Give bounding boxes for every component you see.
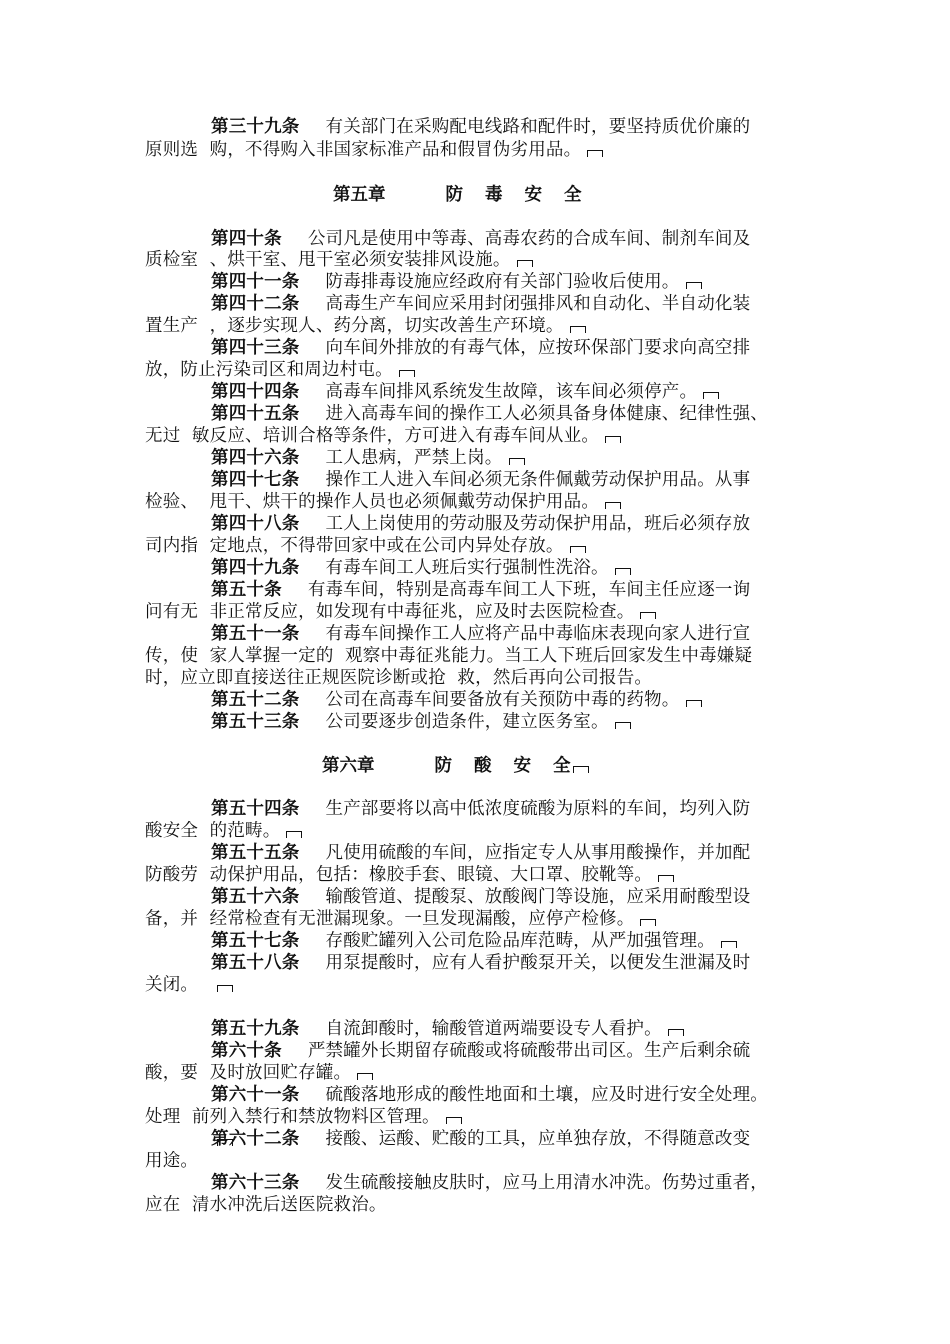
article-number: 第四十二条 [211, 294, 300, 314]
paragraph-mark-icon [509, 458, 525, 465]
article-text: 防毒排毒设施应经政府有关部门验收后使用。 [325, 272, 680, 292]
paragraph-mark-icon [615, 568, 631, 575]
article-number: 第五十三条 [211, 712, 300, 732]
article-text: 用泵提酸时，应有人看护酸泵开关，以便发生泄漏及时 [325, 953, 751, 973]
continuation-line [145, 601, 810, 623]
continuation-line [145, 491, 810, 513]
continuation-line [145, 908, 810, 930]
continuation-line [145, 139, 810, 161]
article-line [211, 1172, 811, 1194]
article-line [211, 623, 811, 645]
article-text: 传，使 家人掌握一定的 观察中毒征兆能力。当工人下班后回家发生中毒嫌疑 [145, 646, 753, 666]
article-line [211, 1040, 811, 1062]
article-line [211, 952, 811, 974]
article-line [211, 513, 811, 535]
article-line [211, 842, 811, 864]
continuation-line [145, 535, 810, 557]
article-number: 第五十五条 [211, 843, 300, 863]
article-number: 第五十一条 [211, 624, 300, 644]
paragraph-mark-icon [399, 370, 415, 377]
article-text: 处理 前列入禁行和禁放物料区管理。 [145, 1107, 440, 1127]
continuation-line [145, 667, 810, 689]
article-number: 第六十一条 [211, 1085, 300, 1105]
article-line [211, 557, 811, 579]
continuation-line [145, 359, 810, 381]
article-line [211, 337, 811, 359]
article-number: 第四十七条 [211, 470, 300, 490]
article-text: 有毒车间，特别是高毒车间工人下班，车间主任应逐一询 [307, 580, 751, 600]
article-number: 第六十二条 [211, 1129, 300, 1149]
article-line [211, 689, 811, 711]
article-line [211, 293, 811, 315]
article-text: 公司凡是使用中等毒、高毒农药的合成车间、制剂车间及 [307, 229, 751, 249]
chapter-title: 防毒安全 [445, 185, 604, 205]
chapter-title: 防酸安全 [434, 756, 593, 776]
chapter-number: 第六章 [322, 756, 375, 776]
article-line [211, 798, 811, 820]
article-text: 时，应立即直接送往正规医院诊断或抢 救，然后再向公司报告。 [145, 668, 653, 688]
article-text: 进入高毒车间的操作工人必须具备身体健康、纪律性强、 [325, 404, 768, 424]
paragraph-mark-icon [570, 326, 586, 333]
article-number: 第五十九条 [211, 1019, 300, 1039]
article-line [211, 403, 811, 425]
article-number: 第三十九条 [211, 117, 300, 137]
article-number: 第五十四条 [211, 799, 300, 819]
continuation-line [145, 249, 810, 271]
article-line [211, 1018, 811, 1040]
chapter-number: 第五章 [333, 185, 386, 205]
article-line [211, 886, 811, 908]
article-line [211, 711, 811, 733]
article-text: 备，并 经常检查有无泄漏现象。一旦发现漏酸，应停产检修。 [145, 909, 635, 929]
article-text: 工人上岗使用的劳动服及劳动保护用品，班后必须存放 [325, 514, 751, 534]
article-line [211, 930, 811, 952]
continuation-line [145, 864, 810, 886]
paragraph-mark-icon [587, 150, 603, 157]
article-text: 用途。 [145, 1151, 199, 1171]
paragraph-mark-icon [286, 831, 302, 838]
article-text: 工人患病，严禁上岗。 [325, 448, 503, 468]
article-number: 第四十一条 [211, 272, 300, 292]
article-number: 第四十三条 [211, 338, 300, 358]
article-text: 存酸贮罐列入公司危险品库范畴，从严加强管理。 [325, 931, 715, 951]
paragraph-mark-icon [686, 282, 702, 289]
article-text: 应在 清水冲洗后送医院救治。 [145, 1195, 387, 1215]
article-number: 第五十六条 [211, 887, 300, 907]
article-number: 第六十三条 [211, 1173, 300, 1193]
paragraph-mark-icon [605, 502, 621, 509]
article-text: 严禁罐外长期留存硫酸或将硫酸带出司区。生产后剩余硫 [307, 1041, 751, 1061]
article-text: 自流卸酸时，输酸管道两端要设专人看护。 [325, 1019, 662, 1039]
article-line [211, 381, 811, 403]
paragraph-mark-icon [640, 612, 656, 619]
paragraph-mark-icon [573, 766, 589, 773]
article-text: 公司要逐步创造条件，建立医务室。 [325, 712, 609, 732]
article-number: 第四十条 [211, 229, 282, 249]
continuation-line [145, 315, 810, 337]
continuation-line [145, 1194, 810, 1216]
article-text: 质检室 、烘干室、甩干室必须安装排风设施。 [145, 250, 511, 270]
article-text: 检验、 甩干、烘干的操作人员也必须佩戴劳动保护用品。 [145, 492, 600, 512]
continuation-line [145, 1150, 810, 1172]
paragraph-mark-icon [217, 1139, 233, 1146]
continuation-line [145, 425, 810, 447]
article-text: 操作工人进入车间必须无条件佩戴劳动保护用品。从事 [325, 470, 751, 490]
article-text: 输酸管道、提酸泵、放酸阀门等设施，应采用耐酸型设 [325, 887, 751, 907]
article-text: 放，防止污染司区和周边村屯。 [145, 360, 393, 380]
article-number: 第五十二条 [211, 690, 300, 710]
article-line [211, 228, 811, 250]
paragraph-mark-icon [686, 700, 702, 707]
article-text: 关闭。 [145, 975, 199, 995]
article-number: 第四十六条 [211, 448, 300, 468]
paragraph-mark-icon [570, 546, 586, 553]
article-text: 司内指 定地点，不得带回家中或在公司内异处存放。 [145, 536, 564, 556]
paragraph-mark-icon [721, 941, 737, 948]
paragraph-mark-icon [605, 436, 621, 443]
article-line [211, 469, 811, 491]
article-text: 有毒车间工人班后实行强制性洗浴。 [325, 558, 609, 578]
paragraph-mark-icon [357, 1073, 373, 1080]
continuation-line [145, 1062, 810, 1084]
article-number: 第五十条 [211, 580, 282, 600]
article-number: 第五十八条 [211, 953, 300, 973]
paragraph-mark-icon [446, 1117, 462, 1124]
paragraph-mark-icon [640, 919, 656, 926]
article-text: 酸，要 及时放回贮存罐。 [145, 1063, 352, 1083]
article-text: 发生硫酸接触皮肤时，应马上用清水冲洗。伤势过重者， [325, 1173, 768, 1193]
chapter-heading [333, 181, 604, 206]
paragraph-mark-icon [668, 1029, 684, 1036]
continuation-line [145, 820, 810, 842]
article-line [211, 579, 811, 601]
article-number: 第六十条 [211, 1041, 282, 1061]
article-number: 第四十八条 [211, 514, 300, 534]
article-number: 第四十五条 [211, 404, 300, 424]
article-line [211, 271, 811, 293]
chapter-heading [322, 752, 593, 777]
paragraph-mark-icon [658, 875, 674, 882]
article-text: 高毒车间排风系统发生故障，该车间必须停产。 [325, 382, 698, 402]
continuation-line [211, 974, 876, 996]
article-number: 第五十七条 [211, 931, 300, 951]
article-text: 高毒生产车间应采用封闭强排风和自动化、半自动化装 [325, 294, 751, 314]
article-text: 接酸、运酸、贮酸的工具，应单独存放，不得随意改变 [325, 1129, 751, 1149]
article-text: 凡使用硫酸的车间，应指定专人从事用酸操作，并加配 [325, 843, 751, 863]
paragraph-mark-icon [615, 722, 631, 729]
article-text: 防酸劳 动保护用品，包括：橡胶手套、眼镜、大口罩、胶靴等。 [145, 865, 653, 885]
continuation-line [211, 1128, 876, 1150]
article-text: 硫酸落地形成的酸性地面和土壤，应及时进行安全处理。 [325, 1085, 768, 1105]
article-text: 原则选 购，不得购入非国家标准产品和假冒伪劣用品。 [145, 140, 582, 160]
article-text: 公司在高毒车间要备放有关预防中毒的药物。 [325, 690, 680, 710]
article-text: 向车间外排放的有毒气体，应按环保部门要求向高空排 [325, 338, 751, 358]
article-text: 无过 敏反应、培训合格等条件，方可进入有毒车间从业。 [145, 426, 600, 446]
paragraph-mark-icon [217, 985, 233, 992]
article-text: 置生产 ，逐步实现人、药分离，切实改善生产环境。 [145, 316, 564, 336]
article-number: 第四十九条 [211, 558, 300, 578]
article-text: 问有无 非正常反应，如发现有中毒征兆，应及时去医院检查。 [145, 602, 635, 622]
article-number: 第四十四条 [211, 382, 300, 402]
article-text: 有关部门在采购配电线路和配件时，要坚持质优价廉的 [325, 117, 751, 137]
article-line [211, 447, 811, 469]
article-line [211, 1084, 811, 1106]
article-text: 酸安全 的范畴。 [145, 821, 281, 841]
continuation-line [145, 1106, 810, 1128]
paragraph-mark-icon [517, 260, 533, 267]
continuation-line [145, 645, 810, 667]
paragraph-mark-icon [703, 392, 719, 399]
article-text: 生产部要将以高中低浓度硫酸为原料的车间，均列入防 [325, 799, 751, 819]
article-text: 有毒车间操作工人应将产品中毒临床表现向家人进行宣 [325, 624, 751, 644]
article-line [211, 116, 811, 138]
